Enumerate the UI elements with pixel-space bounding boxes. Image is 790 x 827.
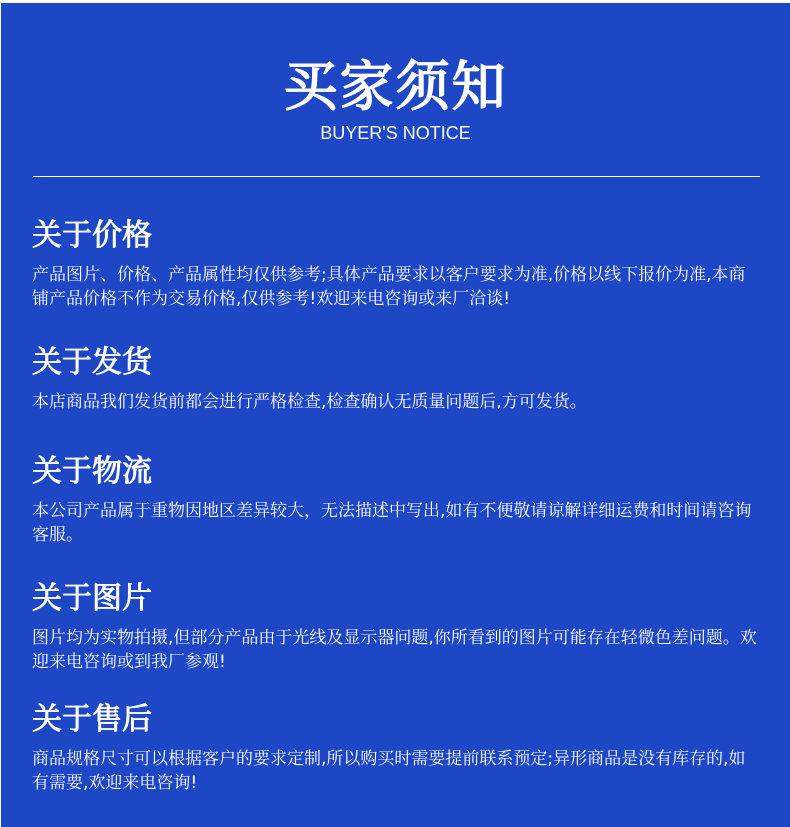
section-images	[32, 580, 762, 674]
section-heading: 关于发货	[32, 345, 152, 380]
section-heading: 关于图片	[32, 581, 152, 616]
page-subtitle: BUYER'S NOTICE	[320, 123, 471, 143]
buyer-notice-panel	[1, 3, 790, 827]
title-divider	[33, 176, 760, 177]
section-body: 产品图片、价格、产品属性均仅供参考;具体产品要求以客户要求为准,价格以线下报价为准,本商铺产品价格不作为交易价格,仅供参考!欢迎来电咨询或来厂洽谈!	[32, 265, 746, 309]
section-body: 图片均为实物拍摄,但部分产品由于光线及显示器问题,你所看到的图片可能存在轻微色差问题。欢迎来电咨询或到我厂参观!	[32, 628, 757, 672]
section-heading: 关于售后	[32, 702, 152, 737]
section-after-sales	[32, 701, 762, 795]
section-heading: 关于价格	[32, 218, 152, 253]
section-heading: 关于物流	[32, 454, 152, 489]
section-body: 本公司产品属于重物因地区差异较大，无法描述中写出,如有不便敬请谅解详细运费和时间请咨询客服。	[32, 501, 752, 545]
section-price	[32, 217, 762, 311]
section-logistics	[32, 453, 762, 547]
section-body: 商品规格尺寸可以根据客户的要求定制,所以购买时需要提前联系预定;异形商品是没有库存的,如有需要,欢迎来电咨询!	[32, 749, 746, 793]
section-body: 本店商品我们发货前都会进行严格检查,检查确认无质量问题后,方可发货。	[32, 392, 587, 412]
page-title: 买家须知	[283, 55, 508, 118]
section-shipping	[32, 344, 762, 414]
